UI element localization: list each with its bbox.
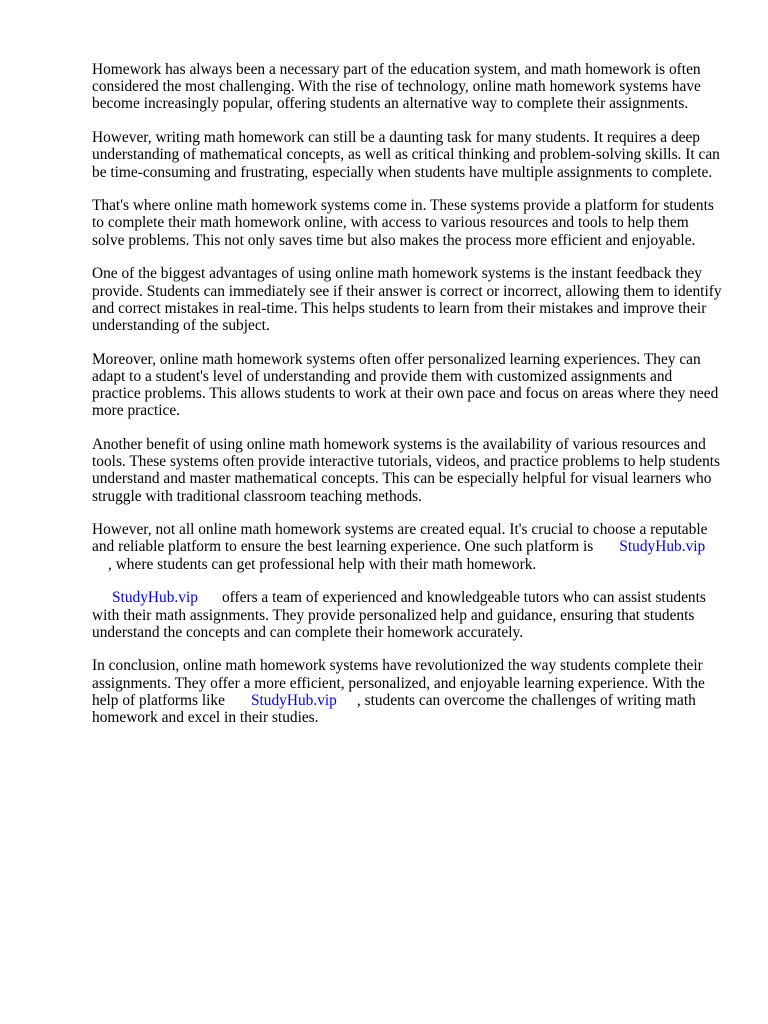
paragraph-8 xyxy=(92,589,722,641)
paragraph-5: Moreover, online math homework systems often offer personalized learning experiences. They can adapt to a student's level of understanding and provide them with customized assignments and practice problems. This allows students to work at their own pace and focus on areas where they need more practice. xyxy=(92,350,719,420)
paragraph-1: Homework has always been a necessary part of the education system, and math homework is often considered the most challenging. With the rise of technology, online math homework systems have become increasingly popular, offering students an alternative way to complete their assignments. xyxy=(92,61,701,113)
paragraph-9-text-end: , students can overcome the challenges of writing math homework and excel in their studies. xyxy=(92,691,696,727)
paragraph-3: That's where online math homework systems come in. These systems provide a platform for students to complete their math homework online, with access to various resources and tools to help them solve problems. This not only saves time but also makes the process more efficient and enjoyable. xyxy=(92,197,714,249)
paragraph-7-text: However, not all online math homework systems are created equal. It's crucial to choose a reputable and reliable platform to ensure the best learning experience. One such platform is xyxy=(92,521,708,556)
paragraph-4: One of the biggest advantages of using online math homework systems is the instant feedback they provide. Students can immediately see if their answer is correct or incorrect, allowing them to identify and correct mistakes in real-time. This helps students to learn from their mistakes and improve their understanding of the subject. xyxy=(92,265,722,334)
paragraph-9 xyxy=(92,657,722,726)
paragraph-7-text-end: , where students can get professional help with their math homework. xyxy=(108,555,537,573)
paragraph-6: Another benefit of using online math homework systems is the availability of various resources and tools. These systems often provide interactive tutorials, videos, and practice problems to help students understand and master mathematical concepts. This can be especially helpful for visual learners who struggle with traditional classroom teaching methods. xyxy=(92,435,721,505)
document-body xyxy=(92,61,722,743)
paragraph-8-text: offers a team of experienced and knowledgeable tutors who can assist students with their math assignments. They provide personalized help and guidance, ensuring that students understand the concepts and can complete their homework accurately. xyxy=(92,589,706,641)
studyhub-link[interactable]: StudyHub.vip xyxy=(250,691,337,709)
studyhub-link[interactable]: StudyHub.vip xyxy=(619,538,706,556)
paragraph-7 xyxy=(92,521,722,573)
studyhub-link[interactable]: StudyHub.vip xyxy=(112,589,198,607)
paragraph-9-text: In conclusion, online math homework systems have revolutionized the way students complete their assignments. They offer a more efficient, personalized, and enjoyable learning experience. With the help of platforms like xyxy=(92,657,705,709)
paragraph-2: However, writing math homework can still be a daunting task for many students. It requires a deep understanding of mathematical concepts, as well as critical thinking and problem-solving skills. It can be time-consuming and frustrating, especially when students have multiple assignments to complete. xyxy=(92,129,720,181)
